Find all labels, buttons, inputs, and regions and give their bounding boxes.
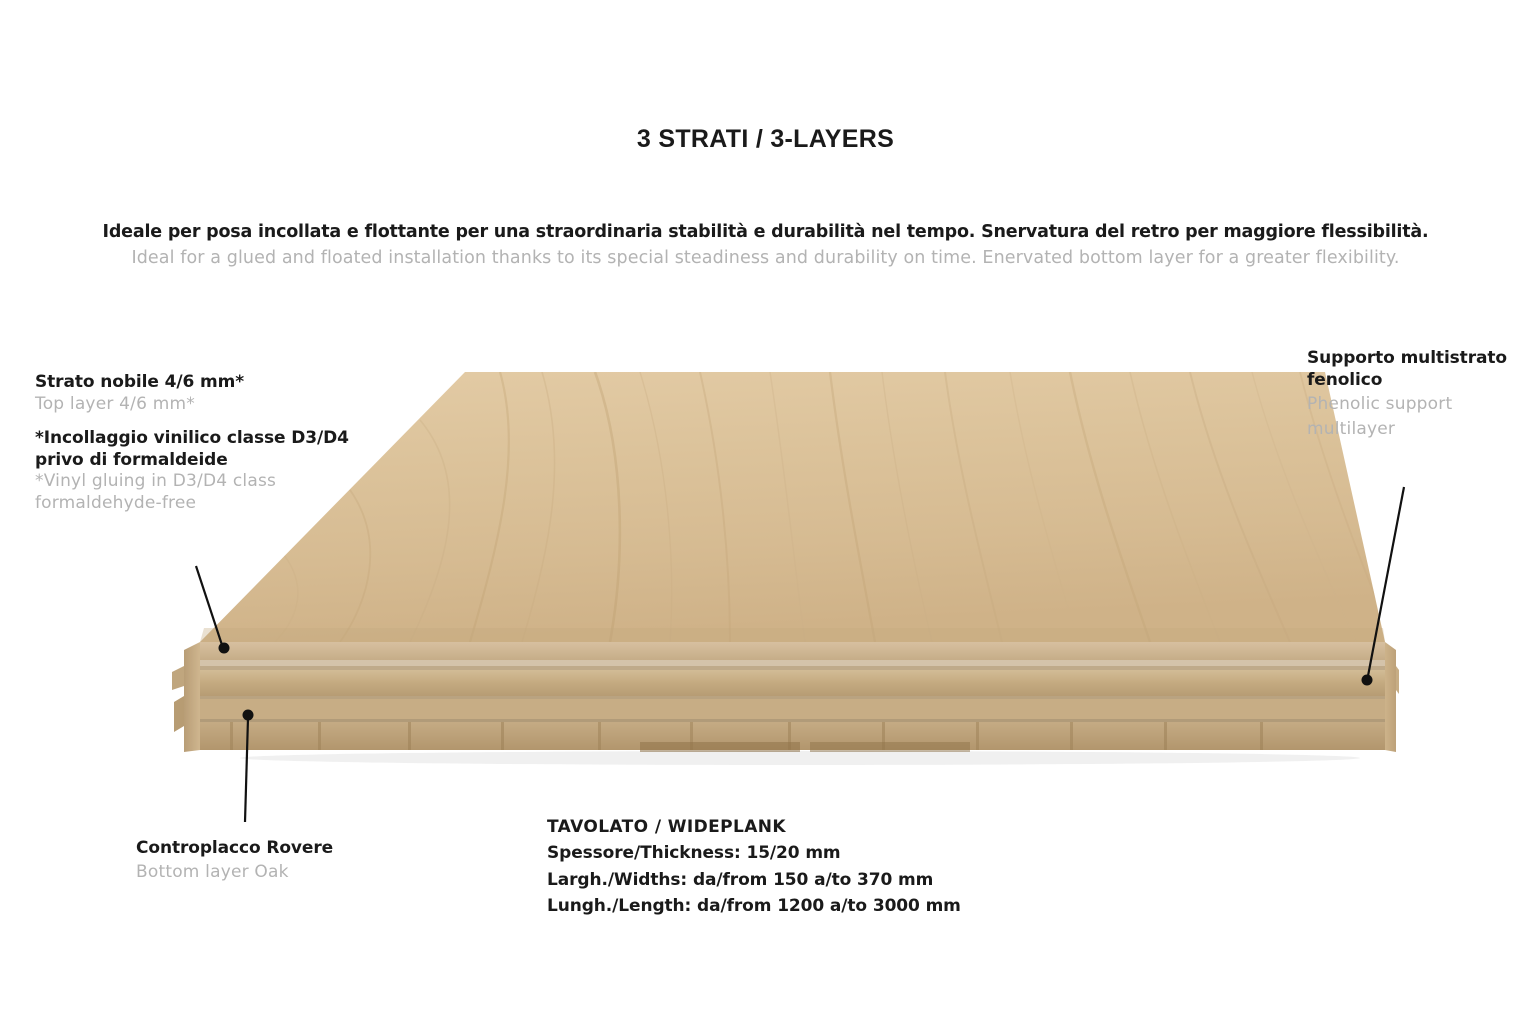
spec-length: Lungh./Length: da/from 1200 a/to 3000 mm bbox=[547, 896, 961, 917]
callout-bottom-layer bbox=[136, 838, 436, 883]
callout-top-layer bbox=[35, 372, 375, 514]
plank-left-profile bbox=[172, 642, 200, 752]
callout-gluing-english-line1: *Vinyl gluing in D3/D4 class bbox=[35, 471, 277, 492]
callout-bottom-layer-english: Bottom layer Oak bbox=[136, 861, 289, 882]
intro-paragraph bbox=[0, 222, 1531, 268]
callout-gluing-italian-line1: *Incollaggio vinilico classe D3/D4 bbox=[35, 428, 349, 449]
callout-support-italian-line2: fenolico bbox=[1307, 369, 1383, 390]
callout-support-english-line2: multilayer bbox=[1307, 418, 1396, 439]
callout-support-multilayer bbox=[1307, 348, 1527, 440]
callout-top-layer-english: Top layer 4/6 mm* bbox=[35, 393, 195, 414]
callout-support-english-line1: Phenolic support bbox=[1307, 394, 1453, 415]
plank-core-multilayer bbox=[200, 722, 1385, 752]
callout-gluing-italian-line2: privo di formaldeide bbox=[35, 449, 228, 470]
spec-heading: TAVOLATO / WIDEPLANK bbox=[547, 817, 787, 837]
spec-widths: Largh./Widths: da/from 150 a/to 370 mm bbox=[547, 869, 934, 890]
callout-support-italian-line1: Supporto multistrato bbox=[1307, 348, 1507, 368]
specifications-block bbox=[547, 814, 1067, 919]
plank-top-surface bbox=[200, 372, 1385, 642]
plank-lamination-lines bbox=[200, 666, 1385, 722]
spec-thickness: Spessore/Thickness: 15/20 mm bbox=[547, 843, 841, 864]
callout-gluing-english-line2: formaldehyde-free bbox=[35, 492, 197, 513]
page-title: 3 STRATI / 3-LAYERS bbox=[636, 125, 895, 153]
plank-right-profile bbox=[1385, 642, 1399, 752]
intro-text-english: Ideal for a glued and floated installation thanks to its special steadiness and durability on time. Enervated bottom layer for a greater flexibility. bbox=[131, 248, 1400, 268]
plank-front-edge bbox=[200, 642, 1385, 666]
callout-top-layer-italian: Strato nobile 4/6 mm* bbox=[35, 372, 245, 392]
intro-text-italian: Ideale per posa incollata e flottante per una straordinaria stabilità e durabilità nel tempo. Snervatura del retro per maggiore flessibilità. bbox=[102, 222, 1429, 242]
callout-bottom-layer-italian: Controplacco Rovere bbox=[136, 838, 334, 858]
